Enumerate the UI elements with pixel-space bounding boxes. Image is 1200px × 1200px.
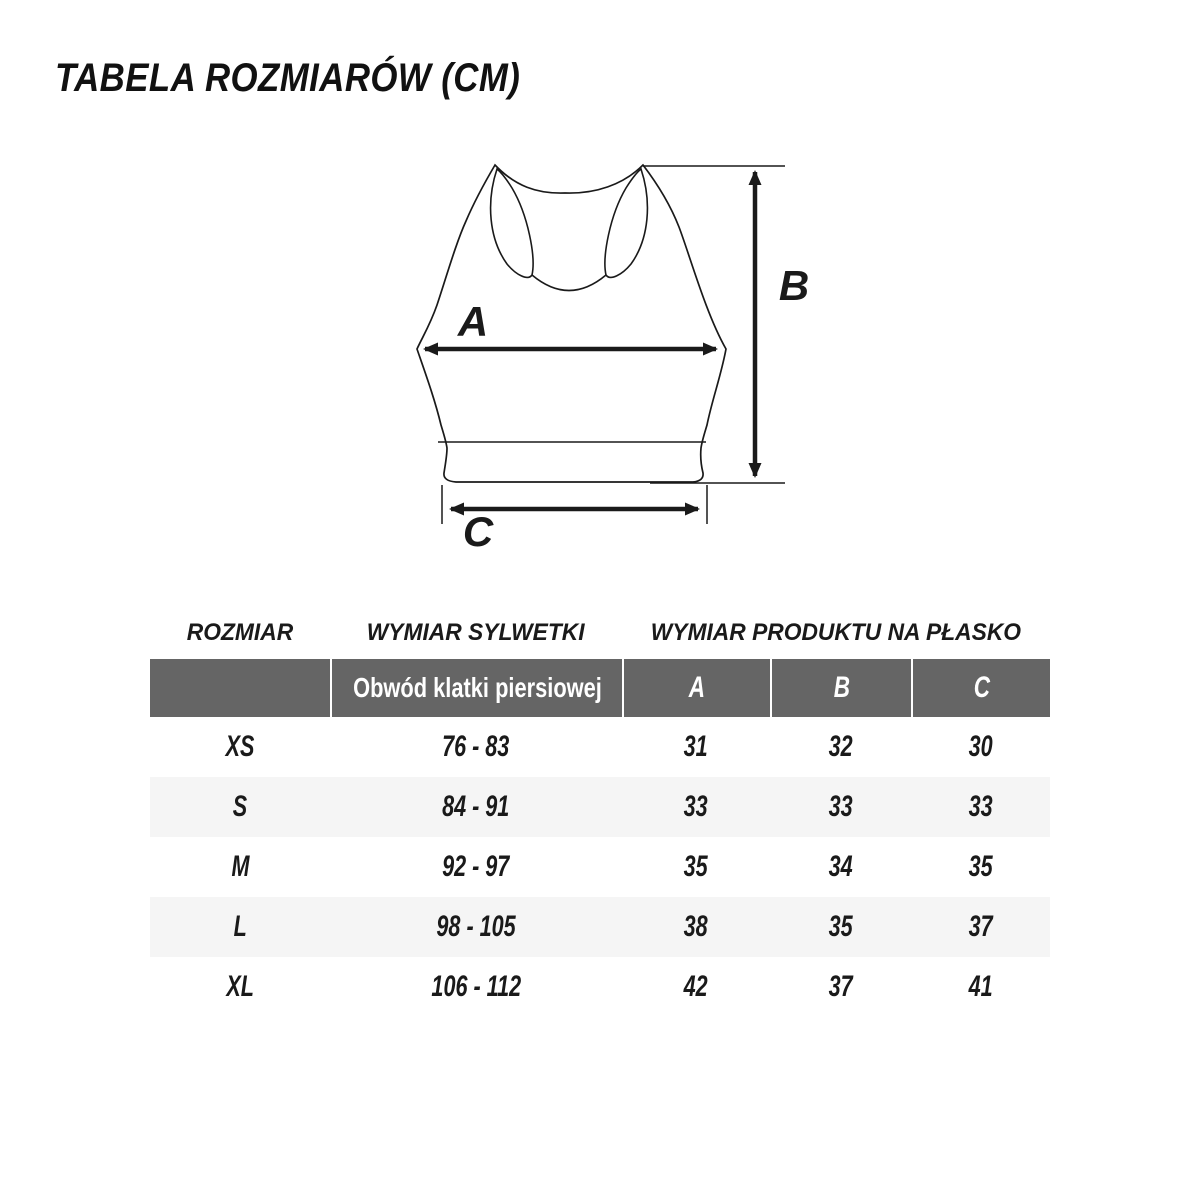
size-row-s bbox=[150, 777, 1050, 837]
header-cell-chest: Obwód klatki piersiowej bbox=[330, 659, 622, 717]
size-row-xs bbox=[150, 717, 1050, 777]
cell-chest: 76 - 83 bbox=[442, 730, 510, 763]
cell-size: L bbox=[233, 910, 247, 943]
cell-b: 33 bbox=[828, 790, 853, 823]
page-title: TABELA ROZMIARÓW (CM) bbox=[55, 56, 521, 100]
cell-b: 37 bbox=[828, 970, 853, 1003]
cell-c: 41 bbox=[968, 970, 993, 1003]
cell-c: 35 bbox=[968, 850, 993, 883]
dimension-label-c: C bbox=[462, 508, 494, 555]
dimension-label-b: B bbox=[778, 262, 810, 309]
group-header-wymiar-sylwetki: WYMIAR SYLWETKI bbox=[367, 619, 585, 646]
cell-size: S bbox=[232, 790, 248, 823]
cell-a: 31 bbox=[683, 730, 709, 763]
dimension-label-a: A bbox=[457, 298, 489, 345]
cell-a: 33 bbox=[683, 790, 709, 823]
cell-c: 33 bbox=[968, 790, 993, 823]
cell-chest: 106 - 112 bbox=[431, 970, 521, 1003]
size-row-xl bbox=[150, 957, 1050, 1017]
header-cell-c: C bbox=[911, 659, 1050, 717]
size-table bbox=[150, 598, 1050, 1017]
cell-size: M bbox=[231, 850, 249, 883]
cell-size: XS bbox=[225, 730, 255, 763]
size-row-m bbox=[150, 837, 1050, 897]
table-header-row bbox=[150, 659, 1050, 717]
cell-b: 35 bbox=[828, 910, 853, 943]
cell-c: 37 bbox=[968, 910, 993, 943]
cell-a: 35 bbox=[683, 850, 709, 883]
cell-chest: 98 - 105 bbox=[436, 910, 516, 943]
cell-c: 30 bbox=[968, 730, 993, 763]
header-cell-b: B bbox=[770, 659, 911, 717]
group-header-rozmiar: ROZMIAR bbox=[186, 619, 294, 646]
cell-chest: 84 - 91 bbox=[442, 790, 510, 823]
cell-a: 42 bbox=[683, 970, 709, 1003]
cell-size: XL bbox=[226, 970, 254, 1003]
size-row-l bbox=[150, 897, 1050, 957]
cell-b: 32 bbox=[828, 730, 853, 763]
table-group-header-row bbox=[150, 598, 1050, 659]
cell-chest: 92 - 97 bbox=[442, 850, 510, 883]
header-cell-a: A bbox=[622, 659, 770, 717]
bra-diagram bbox=[385, 138, 825, 568]
left-armhole-path bbox=[491, 169, 533, 277]
back-panel-curve bbox=[532, 275, 606, 291]
group-header-wymiar-produktu: WYMIAR PRODUKTU NA PŁASKO bbox=[650, 619, 1022, 646]
cell-a: 38 bbox=[683, 910, 709, 943]
header-cell-size-empty bbox=[150, 659, 330, 717]
cell-b: 34 bbox=[828, 850, 853, 883]
